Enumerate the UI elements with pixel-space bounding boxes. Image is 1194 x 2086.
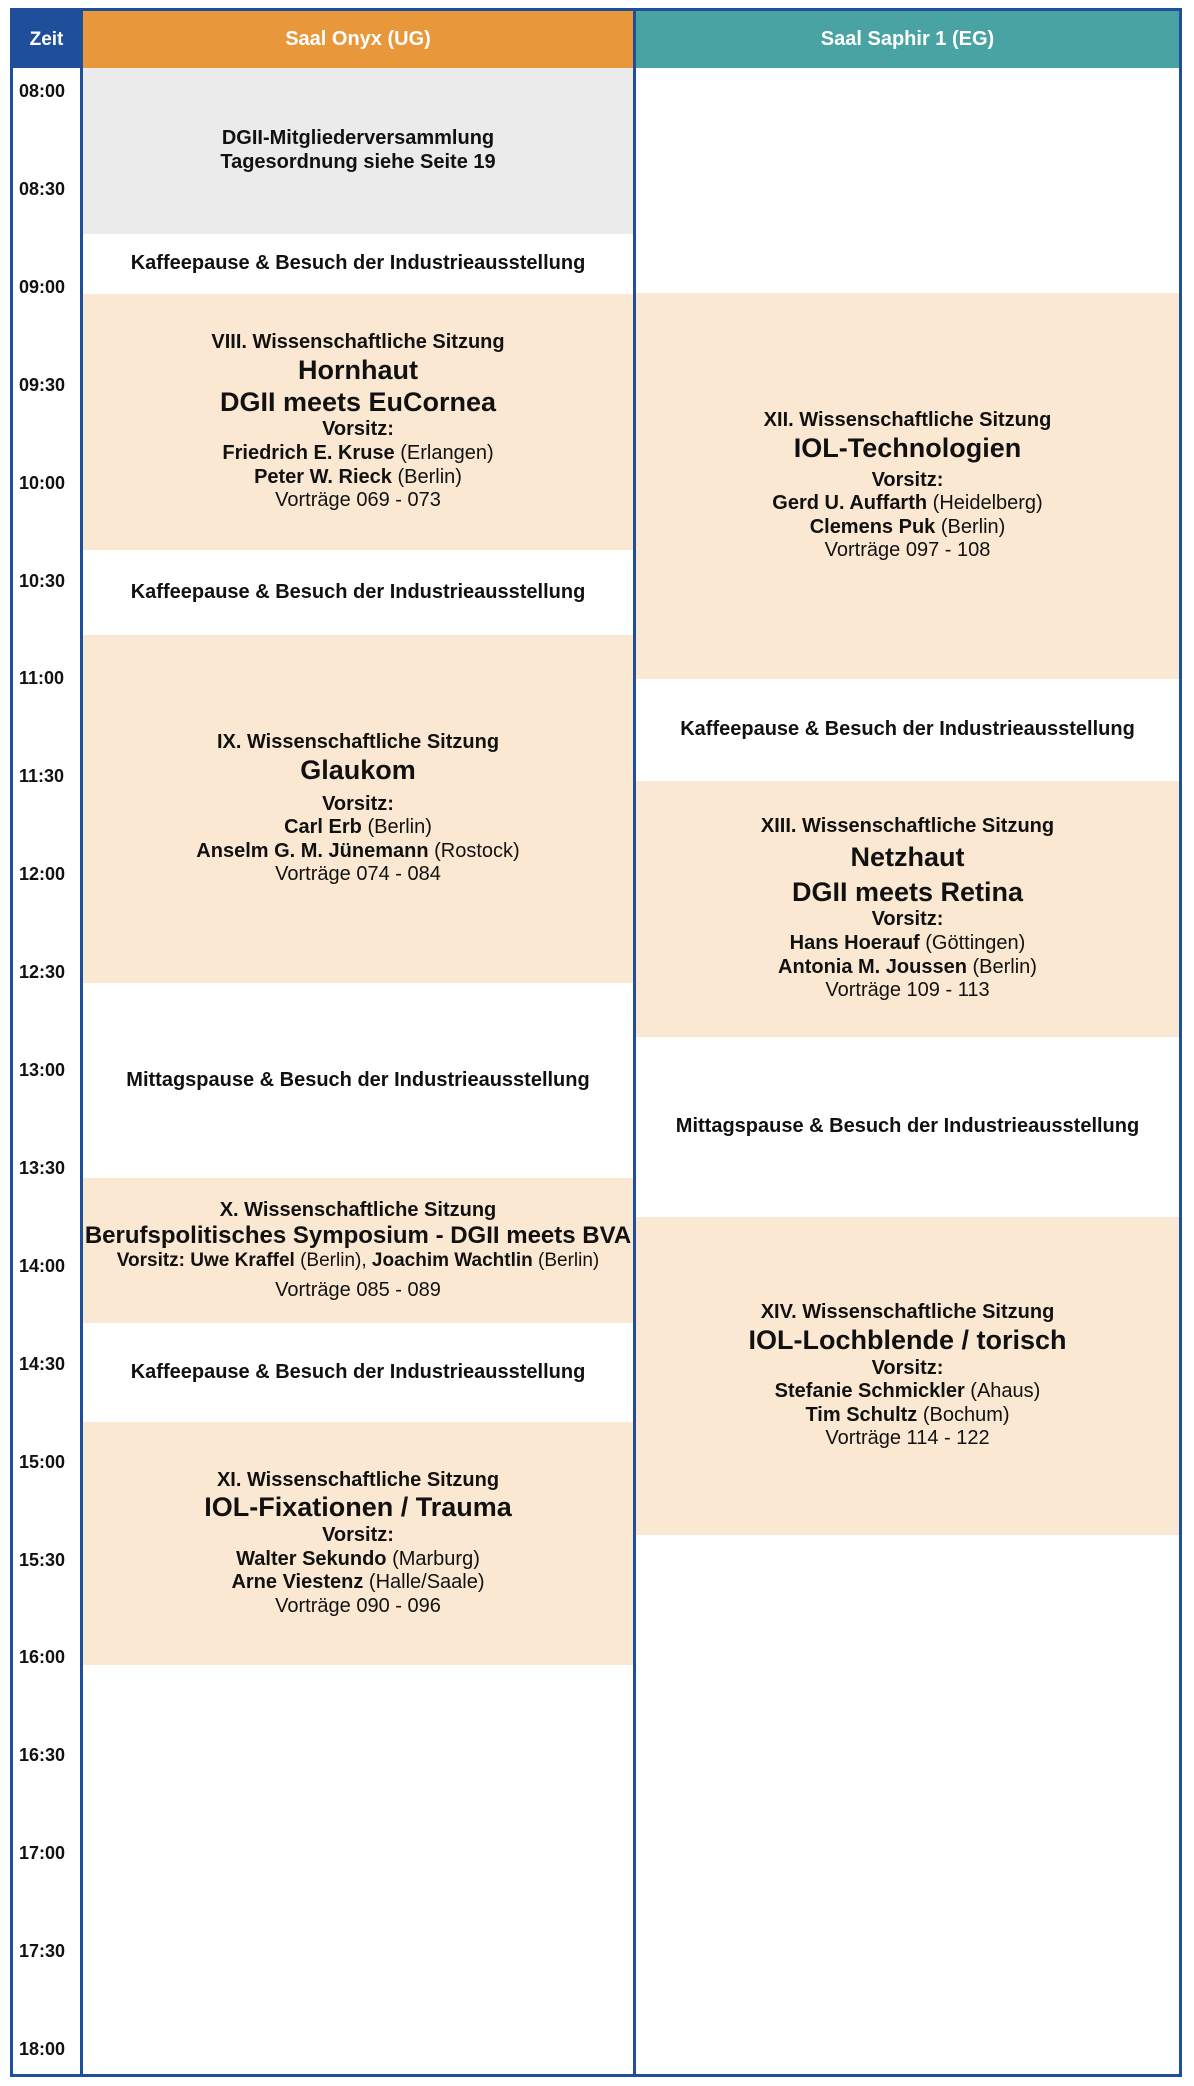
session-x <box>83 1178 633 1323</box>
block-subtitle: Tagesordnung siehe Seite 19 <box>220 151 496 173</box>
session-viii <box>83 294 633 550</box>
talk-range: Vorträge 074 - 084 <box>275 863 441 886</box>
chair-name: Gerd U. Auffarth <box>772 492 928 515</box>
session-label: IX. Wissenschaftliche Sitzung <box>216 731 500 754</box>
chair-name: Friedrich E. Kruse <box>222 442 395 465</box>
chair-line <box>810 516 1006 540</box>
talk-range: Vorträge 114 - 122 <box>825 1427 990 1450</box>
pause-label: Mittagspause & Besuch der Industrieausstellung <box>675 1115 1140 1138</box>
time-label: 18:00 <box>19 2039 66 2059</box>
chair-heading: Vorsitz: <box>871 468 944 491</box>
chair-name: Uwe Kraffel <box>185 1250 295 1272</box>
chair-line <box>254 466 462 490</box>
chair-line <box>231 1571 484 1595</box>
room-header-saphir: Saal Saphir 1 (EG) <box>636 11 1179 68</box>
chair-city: (Berlin), <box>294 1250 372 1272</box>
chair-heading: Vorsitz: <box>871 908 944 931</box>
chair-name: Hans Hoerauf <box>789 932 920 955</box>
chair-city: (Halle/Saale) <box>363 1571 485 1594</box>
chair-line <box>222 442 493 466</box>
chair-city: (Bochum) <box>917 1403 1010 1426</box>
lunch-break <box>636 1037 1179 1217</box>
chair-name: Joachim Wachtlin <box>371 1250 533 1272</box>
time-column-header: Zeit <box>13 11 80 68</box>
time-label: 13:00 <box>19 1060 66 1080</box>
chair-line <box>772 492 1042 516</box>
chair-city: (Rostock) <box>428 839 520 862</box>
talk-range: Vorträge 097 - 108 <box>824 539 991 562</box>
chair-name: Stefanie Schmickler <box>774 1380 965 1403</box>
chair-line <box>805 1404 1009 1428</box>
chair-line <box>778 956 1037 980</box>
pause-label: Mittagspause & Besuch der Industrieausstellung <box>126 1068 590 1091</box>
chair-city: (Berlin) <box>532 1250 600 1272</box>
chair-heading: Vorsitz: <box>322 418 394 441</box>
time-label: 10:30 <box>19 570 66 591</box>
session-title: Glaukom <box>300 754 416 785</box>
time-label: 17:00 <box>19 1843 66 1864</box>
talk-range: Vorträge 090 - 096 <box>275 1594 441 1617</box>
pause-label: Kaffeepause & Besuch der Industrieausstellung <box>130 252 586 275</box>
chair-name: Arne Viestenz <box>231 1571 364 1594</box>
session-label: XIII. Wissenschaftliche Sitzung <box>760 815 1055 838</box>
chair-heading: Vorsitz: <box>322 1524 394 1547</box>
chair-name: Anselm G. M. Jünemann <box>196 839 429 862</box>
session-xiv <box>636 1217 1179 1535</box>
chair-line <box>196 840 519 864</box>
time-label: 08:30 <box>19 178 66 199</box>
session-title: DGII meets Retina <box>791 876 1024 907</box>
chair-line <box>775 1380 1041 1404</box>
chair-city: (Berlin) <box>391 465 462 488</box>
coffee-break <box>83 234 633 294</box>
time-label: 16:00 <box>19 1647 66 1668</box>
time-label: 09:00 <box>19 276 66 297</box>
session-xii <box>636 293 1179 679</box>
chair-city: (Berlin) <box>935 515 1006 538</box>
lunch-break <box>83 983 633 1178</box>
time-label: 16:30 <box>19 1745 66 1766</box>
pause-label: Kaffeepause & Besuch der Industrieausstellung <box>130 1360 586 1383</box>
session-title: DGII meets EuCornea <box>219 386 497 417</box>
chair-name: Clemens Puk <box>809 515 936 538</box>
chair-heading: Vorsitz: <box>322 792 394 815</box>
talk-range: Vorträge 109 - 113 <box>825 979 990 1002</box>
chair-heading: Vorsitz: <box>116 1250 186 1272</box>
time-label: 14:30 <box>19 1353 66 1374</box>
session-title: Berufspolitisches Symposium - DGII meets BVA <box>84 1222 632 1250</box>
session-title: IOL-Technologien <box>793 432 1022 463</box>
chair-name: Antonia M. Joussen <box>778 955 967 978</box>
mitgliederversammlung-block <box>83 68 633 234</box>
time-label: 15:30 <box>19 1549 66 1570</box>
pause-label: Kaffeepause & Besuch der Industrieausstellung <box>680 718 1135 741</box>
talk-range: Vorträge 085 - 089 <box>275 1278 441 1301</box>
session-label: XI. Wissenschaftliche Sitzung <box>216 1468 500 1491</box>
time-label: 08:00 <box>19 81 66 101</box>
time-label: 10:00 <box>19 472 66 493</box>
chair-city: (Ahaus) <box>964 1380 1041 1403</box>
talk-range: Vorträge 069 - 073 <box>275 489 441 512</box>
session-xiii <box>636 781 1179 1037</box>
time-label: 12:30 <box>19 962 66 983</box>
session-label: VIII. Wissenschaftliche Sitzung <box>211 331 505 354</box>
time-label: 13:30 <box>19 1157 66 1178</box>
chair-heading: Vorsitz: <box>871 1356 944 1379</box>
chair-city: (Berlin) <box>966 955 1037 978</box>
time-label: 09:30 <box>19 374 66 395</box>
session-title: IOL-Lochblende / torisch <box>748 1324 1067 1355</box>
chair-line <box>790 932 1026 956</box>
chair-name: Carl Erb <box>284 816 362 839</box>
session-xi <box>83 1422 633 1665</box>
chair-city: (Heidelberg) <box>927 492 1043 515</box>
chair-line <box>117 1250 600 1272</box>
time-label: 12:00 <box>19 864 66 885</box>
time-label: 15:00 <box>19 1451 66 1472</box>
time-label: 17:30 <box>19 1941 66 1962</box>
schedule-table <box>10 8 1182 2077</box>
pause-label: Kaffeepause & Besuch der Industrieausstellung <box>130 580 586 603</box>
chair-city: (Berlin) <box>361 816 432 839</box>
coffee-break <box>83 1323 633 1422</box>
room-header-onyx: Saal Onyx (UG) <box>83 11 633 68</box>
session-title: Hornhaut <box>298 354 418 385</box>
session-title: IOL-Fixationen / Trauma <box>204 1492 512 1523</box>
session-title: Netzhaut <box>850 841 965 872</box>
session-label: XII. Wissenschaftliche Sitzung <box>763 409 1052 432</box>
coffee-break <box>83 550 633 635</box>
coffee-break <box>636 679 1179 781</box>
block-title: DGII-Mitgliederversammlung <box>221 127 495 150</box>
time-label: 14:00 <box>19 1255 66 1276</box>
session-ix <box>83 635 633 983</box>
chair-city: (Göttingen) <box>919 932 1026 955</box>
time-label: 11:30 <box>19 766 65 787</box>
chair-city: (Erlangen) <box>394 442 494 465</box>
chair-name: Peter W. Rieck <box>254 465 392 488</box>
session-label: X. Wissenschaftliche Sitzung <box>219 1198 497 1221</box>
chair-line <box>236 1548 480 1572</box>
chair-city: (Marburg) <box>386 1547 480 1570</box>
chair-name: Walter Sekundo <box>236 1547 387 1570</box>
chair-name: Tim Schultz <box>805 1403 918 1426</box>
time-label: 11:00 <box>19 668 65 689</box>
chair-line <box>284 816 432 840</box>
session-label: XIV. Wissenschaftliche Sitzung <box>760 1301 1055 1324</box>
